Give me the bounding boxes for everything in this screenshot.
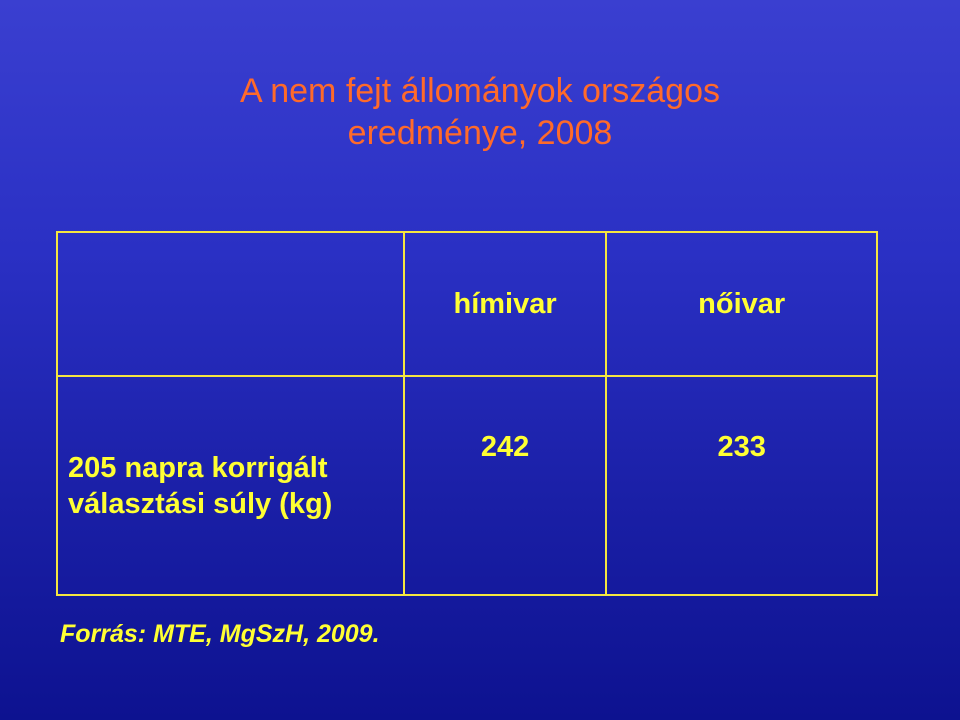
source-note: Forrás: MTE, MgSzH, 2009.: [60, 620, 380, 648]
row-label-line-2: választási súly (kg): [68, 487, 333, 520]
title-line-2: eredménye, 2008: [347, 114, 613, 152]
table-row: [57, 376, 877, 595]
value-male: 242: [404, 376, 606, 595]
value-female: 233: [606, 376, 877, 595]
header-male: hímivar: [404, 232, 606, 376]
header-empty-cell: [57, 232, 404, 376]
row-label-line-1: 205 napra korrigált: [68, 451, 328, 484]
table-header-row: [57, 232, 877, 376]
title-line-1: A nem fejt állományok országos: [239, 72, 721, 110]
row-label: [57, 376, 404, 595]
slide-title: [0, 70, 960, 154]
results-table: [56, 231, 878, 596]
header-female: nőivar: [606, 232, 877, 376]
